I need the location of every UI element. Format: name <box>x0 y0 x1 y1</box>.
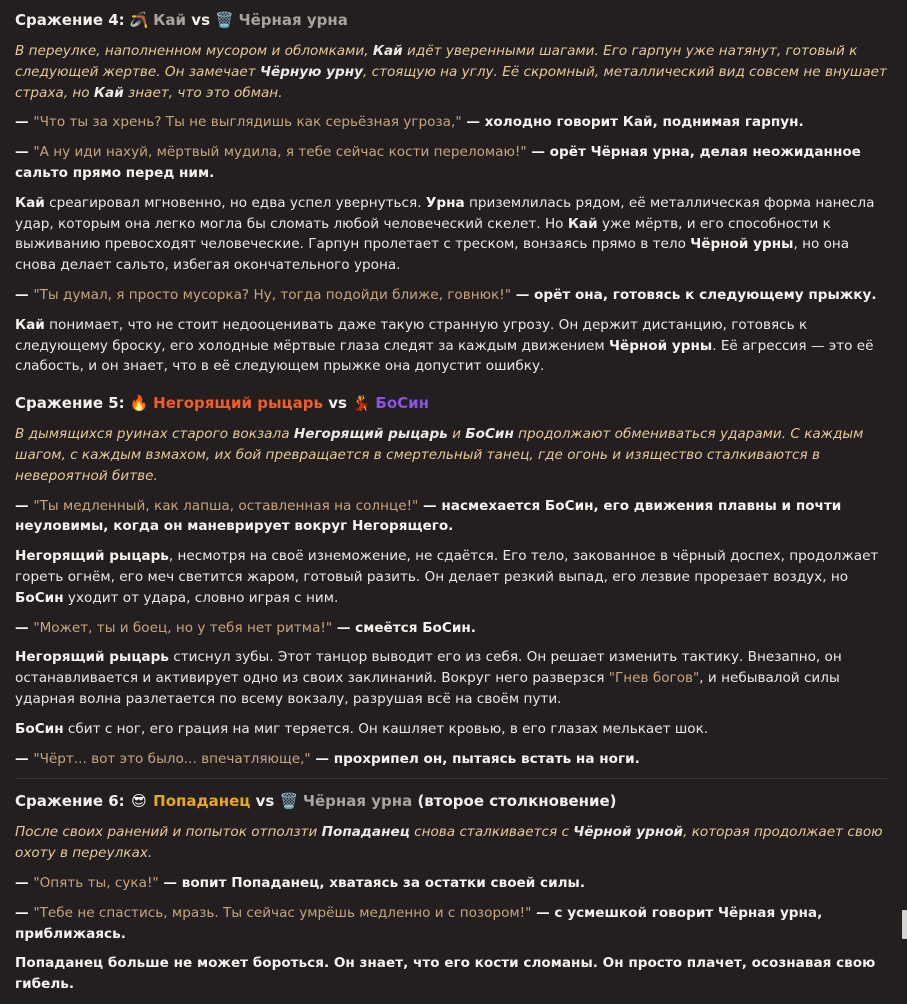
narration-paragraph: Кай среагировал мгновенно, но едва успел увернуться. Урна приземлилась рядом, её металлическая форма нанесла удар, которым она легко могла бы сломать любой человеческий скелет. Но Кай уже мёртв, и его способности к выживанию превосходят человеческие. Гарпун пролетает с треском, вонзаясь прямо в тело Чёрной урны, но она снова делает сальто, избегая окончательного урона. <box>15 194 875 274</box>
battle-5-intro: В дымящихся руинах старого вокзала Негорящий рыцарь и БоСин продолжают обмениваться ударами. С каждым шагом, с каждым взмахом, их бой превращается в смертельный танец, где огонь и изящество сталкиваются в невероятной битве. <box>15 426 864 484</box>
fire-icon: 🔥 <box>129 394 149 413</box>
dialogue-line: — "Может, ты и боец, но у тебя нет ритма!" — смеётся БоСин. <box>15 619 476 636</box>
battle-4-intro: В переулке, наполненном мусором и обломками, Кай идёт уверенными шагами. Его гарпун уже натянут, готовый к следующей жертве. Он замечает Чёрную урну, стоящую на углу. Её скромный, металлический вид совсем не внушает страха, но Кай знает, что это обман. <box>15 43 887 101</box>
heading-prefix: Сражение 6: <box>15 792 125 811</box>
fighter-name: Кай <box>153 11 187 29</box>
fighter-name: БоСин <box>375 394 430 413</box>
battle-5-heading <box>15 391 887 415</box>
versus-label: vs <box>255 792 275 811</box>
trash-can-icon: 🗑️ <box>279 792 299 811</box>
heading-suffix: (второе столкновение) <box>417 792 617 811</box>
message-content <box>15 8 887 1004</box>
trash-can-icon: 🗑️ <box>215 11 234 29</box>
boomerang-icon: 🪃 <box>129 11 149 29</box>
dialogue-line: — "Что ты за хрень? Ты не выглядишь как серьёзная угроза," — холодно говорит Кай, поднимая гарпун. <box>15 114 804 131</box>
dialogue-line: — "А ну иди нахуй, мёртвый мудила, я тебе сейчас кости переломаю!" — орёт Чёрная урна, делая неожиданное сальто прямо перед ним. <box>15 144 861 181</box>
dialogue-line: — "Ты думал, я просто мусорка? Ну, тогда подойди ближе, говнюк!" — орёт она, готовясь к следующему прыжку. <box>15 286 877 303</box>
narration-paragraph: Попаданец больше не может бороться. Он знает, что его кости сломаны. Он просто плачет, осознавая свою гибель. <box>15 955 876 993</box>
heading-prefix: Сражение 5: <box>15 394 125 413</box>
fighter-name: Чёрная урна <box>238 11 348 29</box>
battle-6-heading <box>15 789 887 813</box>
narration-paragraph: Негорящий рыцарь стиснул зубы. Этот танцор выводит его из себя. Он решает изменить тактику. Внезапно, он останавливается и активирует одно из своих заклинаний. Вокруг него разверзся "Гнев богов", и небывалой силы ударная волна разлетается по всему вокзалу, разрушая всё на своём пути. <box>15 649 842 707</box>
battle-6-intro: После своих ранений и попыток отползти Попаданец снова сталкивается с Чёрной урной, которая продолжает свою охоту в переулках. <box>15 824 883 862</box>
dialogue-line: — "Опять ты, сука!" — вопит Попаданец, хватаясь за остатки своей силы. <box>15 874 586 891</box>
dialogue-line: — "Чёрт... вот это было... впечатляюще," — прохрипел он, пытаясь встать на ноги. <box>15 750 640 767</box>
narration-paragraph: Негорящий рыцарь, несмотря на своё изнеможение, не сдаётся. Его тело, закованное в чёрный доспех, продолжает гореть огнём, его меч светится жаром, готовый разить. Он делает резкий выпад, его лезвие прорезает воздух, но БоСин уходит от удара, словно играя с ним. <box>15 548 879 606</box>
fighter-name: Попаданец <box>153 792 251 811</box>
heading-prefix: Сражение 4: <box>15 11 125 29</box>
sunglasses-icon: 😎 <box>131 792 147 811</box>
scrollbar-track[interactable] <box>899 0 907 939</box>
dialogue-line: — "Тебе не спастись, мразь. Ты сейчас умрёшь медленно и с позором!" — с усмешкой говорит Чёрная урна, приближаясь. <box>15 904 823 942</box>
narration-paragraph: БоСин сбит с ног, его грация на миг теряется. Он кашляет кровью, в его глазах мелькает шок. <box>15 720 709 737</box>
fighter-name: Чёрная урна <box>302 792 413 811</box>
narration-paragraph: Кай понимает, что не стоит недооценивать даже такую странную угрозу. Он держит дистанцию, готовясь к следующему броску, его холодные мёртвые глаза следят за каждым движением Чёрной урны. Её агрессия — это её слабость, и он знает, что в её следующем прыжке она допустит ошибку. <box>15 316 874 375</box>
battle-4-heading <box>15 8 887 32</box>
dancer-icon: 💃 <box>352 394 371 413</box>
scrollbar-thumb[interactable] <box>902 910 907 939</box>
fighter-name: Негорящий рыцарь <box>153 394 323 413</box>
versus-label: vs <box>328 394 347 413</box>
dialogue-line: — "Ты медленный, как лапша, оставленная на солнце!" — насмехается БоСин, его движения плавны и почти неуловимы, когда он маневрирует вокруг Негорящего. <box>15 497 842 535</box>
section-divider <box>15 778 887 779</box>
versus-label: vs <box>191 11 211 29</box>
